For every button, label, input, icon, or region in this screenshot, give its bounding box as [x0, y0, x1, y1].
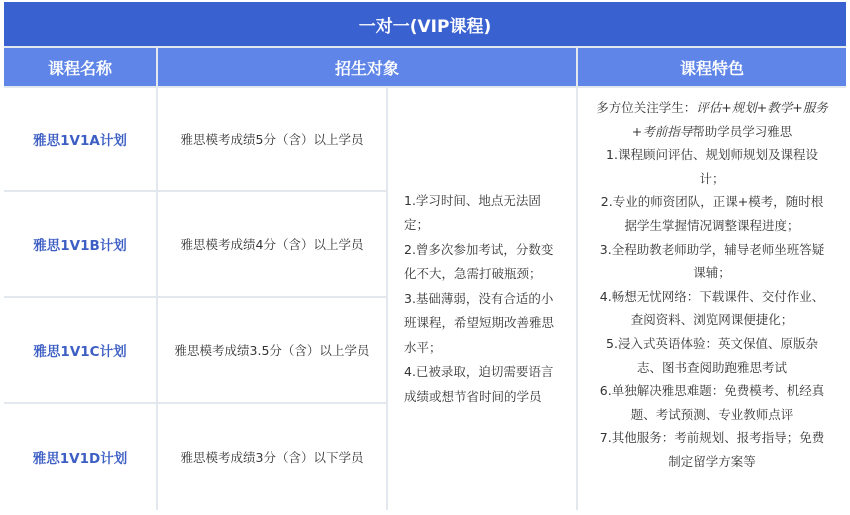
course-requirement-c: 雅思模考成绩3.5分（含）以上学员 [158, 298, 386, 402]
feature-line: 2.专业的师资团队，正课+模考，随时根 [600, 194, 824, 210]
course-requirement-b: 雅思模考成绩4分（含）以上学员 [158, 192, 386, 296]
features-intro [586, 96, 838, 120]
feature-line: 6.单独解决雅思难题：免费模考、机经真 [599, 383, 825, 399]
target-students-list [404, 189, 564, 410]
vip-course-table [4, 2, 846, 510]
features-intro-highlight: 评估+规划+教学+服务 [696, 100, 828, 115]
feature-line: 据学生掌握情况调整课程进度； [624, 217, 800, 233]
feature-line: 制定留学方案等 [668, 453, 756, 469]
target-line: 成绩或想节省时间的学员 [404, 388, 542, 404]
course-features-list [586, 96, 838, 474]
feature-line: 1.课程顾问评估、规划师规划及课程设 [606, 147, 818, 163]
feature-line: 题、考试预测、专业教师点评 [630, 406, 794, 422]
feature-line: 志、图书查阅助跑雅思考试 [636, 359, 787, 375]
feature-line: 计； [699, 170, 725, 186]
target-line: 班课程，希望短期改善雅思 [404, 315, 555, 331]
features-intro-prefix: 多方位关注学生： [596, 100, 697, 115]
feature-line: 3.全程助教老师助学，辅导老师坐班答疑 [599, 241, 825, 257]
course-requirement-d: 雅思模考成绩3分（含）以下学员 [158, 404, 386, 510]
feature-line: 4.畅想无忧网络：下载课件、交付作业、 [599, 288, 825, 304]
course-name-c: 雅思1V1C计划 [4, 298, 156, 402]
header-target: 招生对象 [158, 48, 576, 86]
features-intro-highlight-2: +考前指导 [631, 123, 693, 139]
course-name-d: 雅思1V1D计划 [4, 404, 156, 510]
feature-line: 查阅资料、浏览网课便捷化； [630, 312, 794, 328]
feature-line: 5.浸入式英语体验：英文保值、原版杂 [606, 335, 818, 351]
course-features-cell [578, 88, 846, 510]
header-course-name: 课程名称 [4, 48, 156, 86]
header-features: 课程特色 [578, 48, 846, 86]
feature-line: 7.其他服务：考前规划、报考指导；免费 [599, 430, 825, 446]
target-line: 3.基础薄弱，没有合适的小 [404, 290, 554, 306]
table-title: 一对一(VIP课程) [4, 2, 846, 46]
target-line: 2.曾多次参加考试，分数变 [404, 241, 554, 257]
course-requirement-a: 雅思模考成绩5分（含）以上学员 [158, 88, 386, 190]
target-line: 定； [404, 217, 430, 233]
course-name-b: 雅思1V1B计划 [4, 192, 156, 296]
target-students-cell [388, 88, 576, 510]
features-intro-cont [586, 120, 838, 144]
target-line: 化不大，急需打破瓶颈； [404, 266, 542, 282]
features-intro-suffix: 帮助学员学习雅思 [692, 123, 793, 139]
target-line: 水平； [404, 339, 442, 355]
feature-line: 课辅； [693, 265, 731, 281]
target-line: 1.学习时间、地点无法固 [404, 192, 541, 208]
course-name-a: 雅思1V1A计划 [4, 88, 156, 190]
target-line: 4.已被录取，迫切需要语言 [404, 364, 554, 380]
